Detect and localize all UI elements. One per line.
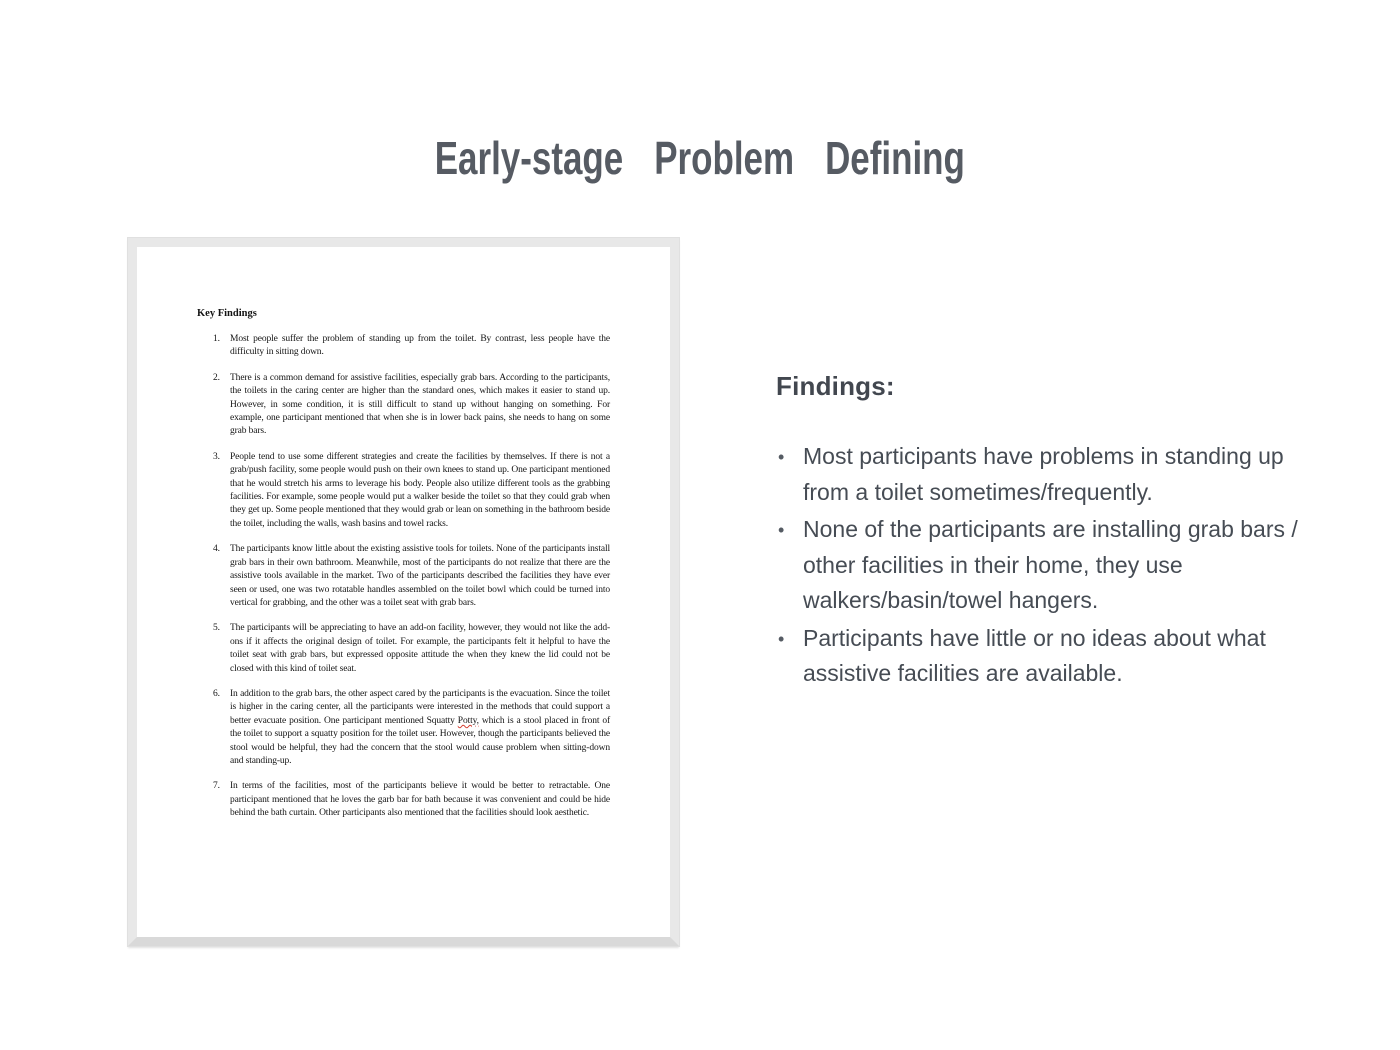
- bullet-icon: •: [778, 447, 785, 467]
- document-item-3: [197, 451, 610, 531]
- item-text: The participants know little about the existing assistive tools for toilets. None of the participants install grab bars in their own bathroom. Meanwhile, most of the participants do not realize that there are the assistive tools available in the market. Two of the participants described the facilities they have ever seen or used, one was two rotatable handles assembled on the toilet bowl which could be turned into vertical for grabbing, and the other was a toilet seat with grab bars.: [230, 544, 610, 608]
- item-number: 6.: [213, 688, 220, 699]
- document-numbered-list: [197, 333, 610, 821]
- findings-panel: [776, 371, 1328, 694]
- key-findings-document-image: [128, 238, 679, 946]
- document-item-2: [197, 372, 610, 439]
- item-text: In addition to the grab bars, the other aspect cared by the participants is the evacuation. Since the toilet is higher in the caring center, all the participants were interested in the methods that could support a better evacuate position. One participant mentioned Squatty: [230, 688, 610, 726]
- document-page: [137, 247, 670, 937]
- finding-bullet-2: [776, 512, 1328, 619]
- slide-title: Early-stage Problem Defining: [434, 132, 966, 184]
- item-number: 1.: [213, 334, 220, 344]
- document-item-1: [197, 333, 610, 360]
- item-number: 7.: [213, 781, 220, 792]
- finding-text: Participants have little or no ideas about what assistive facilities are available.: [803, 624, 1266, 686]
- item-number: 5.: [213, 623, 220, 634]
- item-number: 2.: [213, 372, 220, 383]
- document-heading: Key Findings: [197, 308, 257, 319]
- finding-bullet-3: [776, 621, 1328, 692]
- item-number: 4.: [213, 544, 220, 555]
- document-item-7: [197, 780, 610, 820]
- bullet-icon: •: [778, 520, 785, 540]
- document-item-5: [197, 622, 610, 676]
- finding-text: None of the participants are installing grab bars / other facilities in their home, they use walkers/basin/towel hangers.: [803, 516, 1298, 613]
- item-text: In terms of the facilities, most of the participants believe it would be better to retractable. One participant mentioned that he loves the garb bar for bath because it was convenient and could be hide behind the bath curtain. Other participants also mentioned that the facilities should look aesthetic.: [230, 781, 610, 819]
- item-text: The participants will be appreciating to have an add-on facility, however, they would not like the add-ons if it affects the original design of toilet. For example, the participants felt it helpful to have the toilet seat with grab bars, but expressed opposite attitude the when they knew the lid could not be closed with this kind of toilet seat.: [230, 623, 610, 674]
- findings-bullet-list: [776, 439, 1328, 692]
- spellcheck-flagged-word: Potty,: [457, 715, 479, 726]
- finding-text: Most participants have problems in standing up from a toilet sometimes/frequently.: [803, 443, 1284, 505]
- item-text: which is a stool placed in front of the toilet to support a squatty position for the toilet user. However, though the participants believed the stool would be helpful, they had the concern that the stool would cause problem when sitting-down and standing-up.: [230, 715, 611, 766]
- document-item-6: [197, 688, 610, 768]
- finding-bullet-1: [776, 439, 1328, 510]
- title-area: [0, 133, 1400, 184]
- findings-heading: Findings:: [776, 371, 895, 401]
- bullet-icon: •: [778, 628, 785, 649]
- document-item-4: [197, 543, 610, 610]
- item-text: People tend to use some different strategies and create the facilities by themselves. If there is not a grab/push facility, some people would push on their own knees to stand up. One participant mentioned that he would stretch his arms to leverage his body. People also utilize different tools as the grabbing facilities. For example, some people would put a walker beside the toilet so that they could grab when they get up. Some people mentioned that they would grab or lean on something in the bathroom beside the toilet, including the walls, wash basins and towel racks.: [230, 451, 610, 529]
- item-text: There is a common demand for assistive facilities, especially grab bars. According to the participants, the toilets in the caring center are higher than the standard ones, which makes it easier to stand up. However, in some condition, it is still difficult to stand up without hanging on something. For example, one participant mentioned that when she is in lower back pains, she needs to hang on some grab bars.: [230, 372, 610, 437]
- item-text: Most people suffer the problem of standing up from the toilet. By contrast, less people have the difficulty in sitting down.: [230, 334, 610, 358]
- item-number: 3.: [213, 451, 220, 462]
